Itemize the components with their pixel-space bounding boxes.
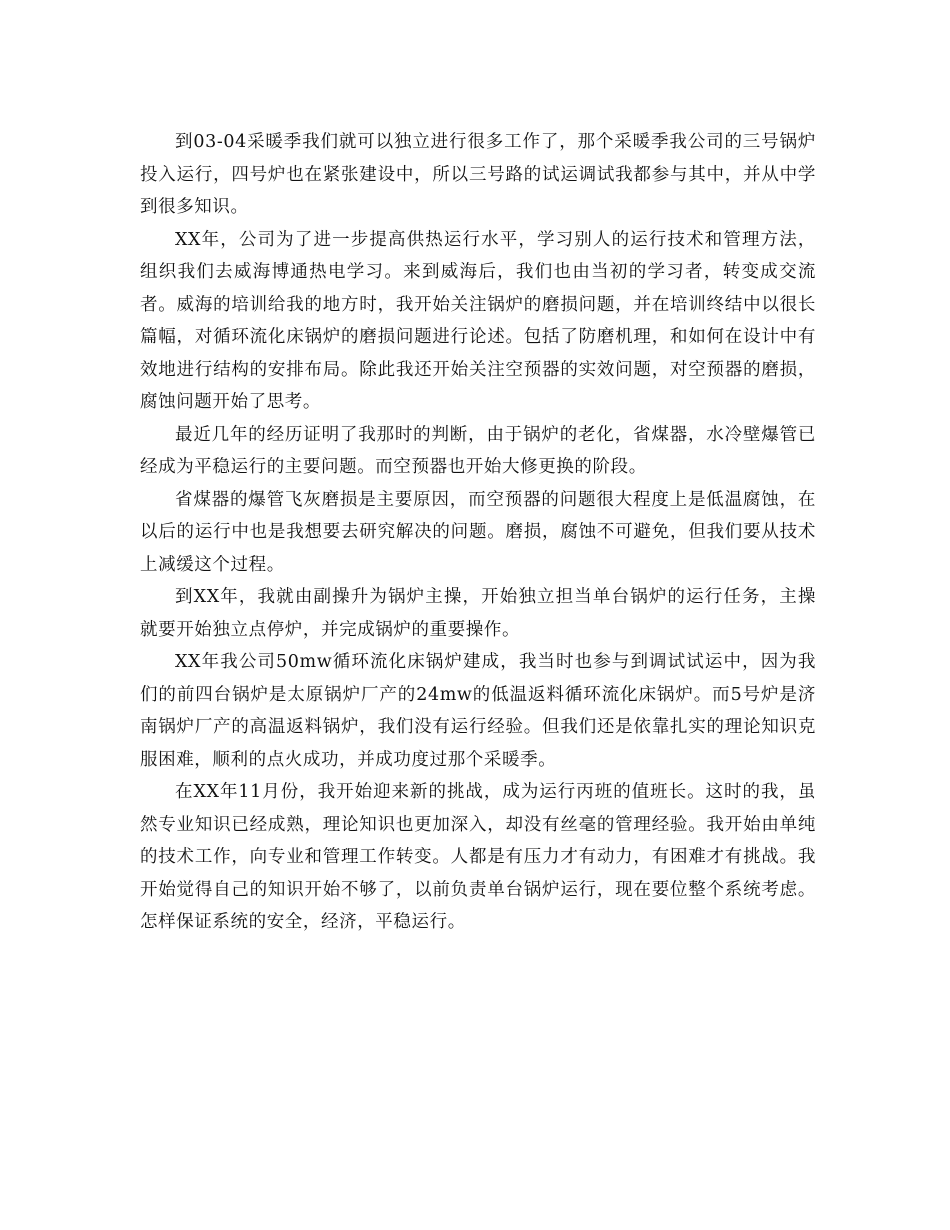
paragraph-5: 到XX年，我就由副操升为锅炉主操，开始独立担当单台锅炉的运行任务，主操就要开始独立点停炉，并完成锅炉的重要操作。 — [140, 587, 816, 640]
paragraph-2: XX年，公司为了进一步提高供热运行水平，学习别人的运行技术和管理方法，组织我们去威海博通热电学习。来到威海后，我们也由当初的学习者，转变成交流者。威海的培训给我的地方时，我开始关注锅炉的磨损问题，并在培训终结中以很长篇幅，对循环流化床锅炉的磨损问题进行论述。包括了防磨机理，和如何在设计中有效地进行结构的安排布局。除此我还开始关注空预器的实效问题，对空预器的磨损，腐蚀问题开始了思考。 — [140, 229, 816, 412]
document-body — [140, 126, 816, 939]
paragraph-3: 最近几年的经历证明了我那时的判断，由于锅炉的老化，省煤器，水冷壁爆管已经成为平稳运行的主要问题。而空预器也开始大修更换的阶段。 — [140, 424, 816, 477]
paragraph-6: XX年我公司50mw循环流化床锅炉建成，我当时也参与到调试试运中，因为我们的前四台锅炉是太原锅炉厂产的24mw的低温返料循环流化床锅炉。而5号炉是济南锅炉厂产的高温返料锅炉，我们没有运行经验。但我们还是依靠扎实的理论知识克服困难，顺利的点火成功，并成功度过那个采暖季。 — [140, 652, 816, 770]
paragraph-1: 到03-04采暖季我们就可以独立进行很多工作了，那个采暖季我公司的三号锅炉投入运行，四号炉也在紧张建设中，所以三号路的试运调试我都参与其中，并从中学到很多知识。 — [140, 132, 816, 217]
paragraph-7: 在XX年11月份，我开始迎来新的挑战，成为运行丙班的值班长。这时的我，虽然专业知识已经成熟，理论知识也更加深入，却没有丝毫的管理经验。我开始由单纯的技术工作，向专业和管理工作转变。人都是有压力才有动力，有困难才有挑战。我开始觉得自己的知识开始不够了，以前负责单台锅炉运行，现在要位整个系统考虑。怎样保证系统的安全，经济，平稳运行。 — [140, 782, 816, 932]
paragraph-4: 省煤器的爆管飞灰磨损是主要原因，而空预器的问题很大程度上是低温腐蚀，在以后的运行中也是我想要去研究解决的问题。磨损，腐蚀不可避免，但我们要从技术上减缓这个过程。 — [140, 489, 816, 575]
